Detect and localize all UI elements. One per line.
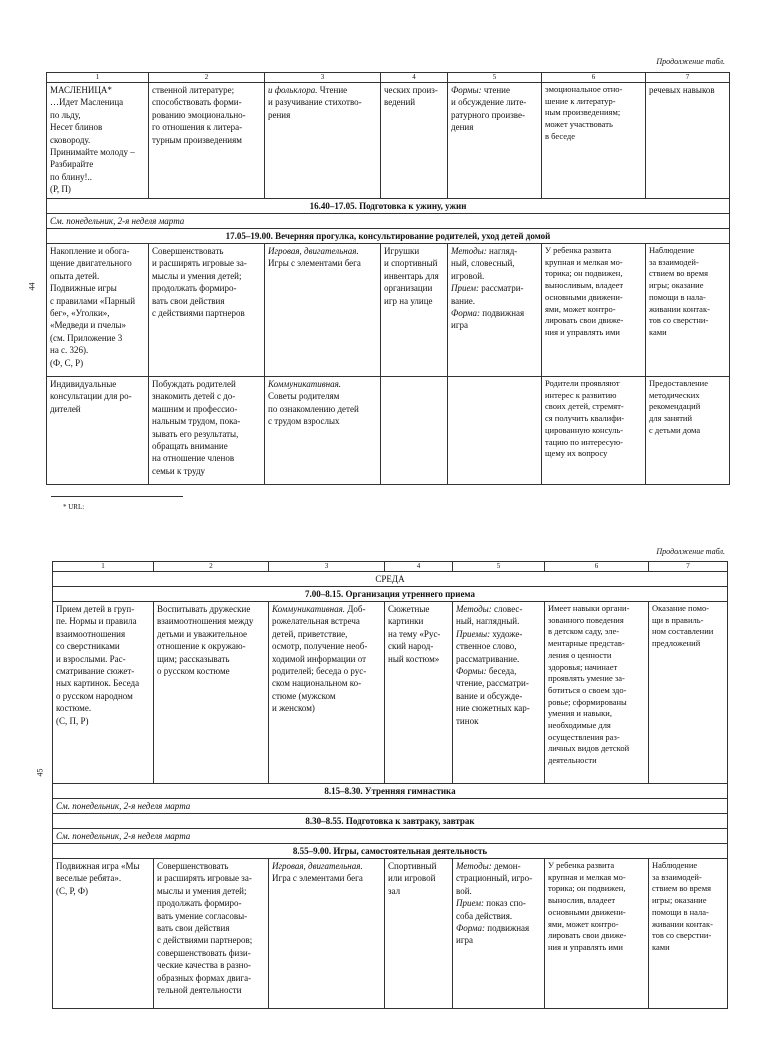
see-note: См. понедельник, 2-я неделя марта <box>47 214 730 229</box>
cell-support: Наблюдение за взаимодей- ствием во время игры; оказание помощи в нала- живании контак- тов со сверстни- ками <box>646 244 730 377</box>
cell-activity <box>47 83 149 199</box>
cell-activity: Подвижная игра «Мы веселые ребята». (С, Р, Ф) <box>53 859 154 1009</box>
footnote-rule <box>51 496 183 497</box>
cell-materials <box>381 377 448 485</box>
methods-text: словес- ный, наглядный. <box>456 604 523 627</box>
col-number: 7 <box>646 73 730 83</box>
cell-form <box>269 859 385 1009</box>
see-note: См. понедельник, 2-я неделя марта <box>53 829 728 844</box>
col-number: 5 <box>448 73 542 83</box>
cell-support: Наблюдение за взаимодей- ствием во время игры; оказание помощи в нала- живании контак- тов со сверстни- ками <box>649 859 728 1009</box>
cell-activity: Накопление и обога- щение двигательного опыта детей. Подвижные игры с правилами «Парный бег», «Уголки», «Медведи и пчелы» (см. Приложение 3 на с. 326). (Ф, С, Р) <box>47 244 149 377</box>
table-row <box>47 83 730 199</box>
cell-materials: Игрушки и спортивный инвентарь для организации игр на улице <box>381 244 448 377</box>
column-number-row <box>47 73 730 83</box>
technique-label: Прием: <box>456 898 485 909</box>
cell-goal: Побуждать родителей знакомить детей с до- машним и профессио- нальным трудом, пока- зывать его результаты, обращать внимание на отношение членов семьи к труду <box>149 377 265 485</box>
cell-outcome: У ребенка развита крупная и мелкая мо- торика; он подвижен, выносливым, владеет основными движени- ями, может контро- лировать свои движе- ния и управлять ими <box>542 244 646 377</box>
section-header: 8.15–8.30. Утренняя гимнастика <box>53 784 728 799</box>
cell-form <box>265 377 381 485</box>
cell-methods <box>453 859 545 1009</box>
plan-table-top <box>46 72 730 485</box>
cell-goal: Совершенствовать и расширять игровые за- мыслы и умения детей; продолжать формиро- вать умение согласовы- вать свои действия с действиями партнеров; совершенствовать физи- ческие качества в разно- образных формах двига- тельной деятельности <box>154 859 269 1009</box>
cell-outcome: Родители проявляют интерес к развитию своих детей, стремят- ся получить квалифи- цированную консуль- тацию по интересую- щему их вопросу <box>542 377 646 485</box>
col-number: 4 <box>381 73 448 83</box>
table-row <box>47 244 730 377</box>
cell-methods <box>453 602 545 784</box>
continuation-label: Продолжение табл. <box>656 57 725 66</box>
table-row <box>53 859 728 1009</box>
column-number-row <box>53 562 728 572</box>
see-note: См. понедельник, 2-я неделя марта <box>53 799 728 814</box>
format-text: беседа, чтение, рассматри- вание и обсужде- ние сюжетных кар- тинок <box>456 666 530 726</box>
cell-methods <box>448 244 542 377</box>
col-number: 2 <box>154 562 269 572</box>
technique-text: рассматри- вание. <box>451 283 524 306</box>
technique-text: художе- ственное слово, рассматривание. <box>456 628 523 664</box>
cell-outcome: Имеет навыки органи- зованного поведения в детском саду, эле- ментарные представ- ления о ценности здоровья; начинает проявлять умение за- ботиться о своем здо- ровье; сформированы умения и навыки, необходимые для осуществления раз- личных видов детской деятельности <box>545 602 649 784</box>
format-text: подвижная игра <box>451 308 525 331</box>
section-header: 7.00–8.15. Организация утреннего приема <box>53 587 728 602</box>
cell-goal: ственной литературе; способствовать форми- рованию эмоционально- го отношения к литера- турным произведениям <box>149 83 265 199</box>
day-title: СРЕДА <box>53 572 728 587</box>
continuation-label: Продолжение табл. <box>656 547 725 556</box>
form-type: и фольклора. <box>268 85 318 95</box>
cell-materials: Сюжетные картинки на тему «Рус- ский народ- ный костюм» <box>385 602 453 784</box>
cell-form <box>265 244 381 377</box>
cell-materials: Спортивный или игровой зал <box>385 859 453 1009</box>
form-text: Советы родителям по ознакомлению детей с трудом взрослых <box>268 391 359 427</box>
col-number: 1 <box>47 73 149 83</box>
col-number: 1 <box>53 562 154 572</box>
format-label: Форма: <box>451 308 481 319</box>
methods-label: Методы: <box>456 861 492 871</box>
cell-outcome: У ребенка развита крупная и мелкая мо- торика; он подвижен, вынослив, владеет основными движени- ями, может контро- лировать свои движе- ния и управлять ими <box>545 859 649 1009</box>
methods-text: нагляд- ный, словесный, игровой. <box>451 246 518 281</box>
form-type: Игровая, двигательная. <box>272 861 363 871</box>
cell-support: Оказание помо- щи в правиль- ном составлении предложений <box>649 602 728 784</box>
cell-methods <box>448 83 542 199</box>
section-header: 16.40–17.05. Подготовка к ужину, ужин <box>47 199 730 214</box>
form-text: Доб- рожелательная встреча детей, приветствие, осмотр, получение необ- ходимой информации от родителей; беседа о рус- ском национальном ко- стюме (мужском и женском) <box>272 604 368 714</box>
col-number: 3 <box>269 562 385 572</box>
col-number: 5 <box>453 562 545 572</box>
technique-label: Приемы: <box>456 628 491 639</box>
activity-text: МАСЛЕНИЦА* …Идет Масленица по льду, Несет блинов сковороду. Принимайте молоду – Разбирайте по блину!.. (Р, П) <box>50 85 135 195</box>
table-row <box>53 602 728 784</box>
footnote: * URL: <box>63 503 85 511</box>
table-row <box>47 377 730 485</box>
form-type: Игровая, двигательная. <box>268 246 359 256</box>
methods-text: демон- страционный, игро- вой. <box>456 861 533 896</box>
page-number: 44 <box>27 282 37 291</box>
methods-text: чтение и обсуждение лите- ратурного произве- дения <box>451 85 527 133</box>
cell-outcome: эмоциональное отно- шение к литератур- ным произведениям; может участвовать в беседе <box>542 83 646 199</box>
col-number: 7 <box>649 562 728 572</box>
col-number: 2 <box>149 73 265 83</box>
cell-support: Предоставление методических рекомендаций для занятий с детьми дома <box>646 377 730 485</box>
technique-label: Прием: <box>451 283 480 294</box>
format-text: подвижная игра <box>456 923 530 946</box>
methods-label: Методы: <box>451 246 487 256</box>
cell-support: речевых навыков <box>646 83 730 199</box>
cell-materials: ческих произ- ведений <box>381 83 448 199</box>
form-text: Чтение и разучивание стихотво- рения <box>268 85 362 120</box>
cell-goal: Совершенствовать и расширять игровые за- мыслы и умения детей; продолжать формиро- вать свои действия с действиями партнеров <box>149 244 265 377</box>
page-number: 45 <box>35 768 45 777</box>
cell-activity: Индивидуальные консультации для ро- дителей <box>47 377 149 485</box>
col-number: 3 <box>265 73 381 83</box>
section-header: 17.05–19.00. Вечерняя прогулка, консультирование родителей, уход детей домой <box>47 229 730 244</box>
cell-activity: Прием детей в груп- пе. Нормы и правила взаимоотношения со сверстниками и взрослыми. Рас- сматривание сюжет- ных картинок. Беседа о русском народном костюме. (С, П, Р) <box>53 602 154 784</box>
form-type: Коммуникативная. <box>268 379 342 389</box>
section-header: 8.55–9.00. Игры, самостоятельная деятельность <box>53 844 728 859</box>
form-type: Коммуникативная. <box>272 604 346 614</box>
col-number: 6 <box>545 562 649 572</box>
methods-label: Формы: <box>451 85 482 95</box>
plan-table-bottom <box>52 561 728 1009</box>
cell-form <box>269 602 385 784</box>
technique-text: показ спо- соба действия. <box>456 898 526 921</box>
format-label: Форма: <box>456 923 486 934</box>
cell-goal: Воспитывать дружеские взаимоотношения между детьми и уважительное отношение к окружаю- щим; рассказывать о русском костюме <box>154 602 269 784</box>
form-text: Игра с элементами бега <box>272 873 363 884</box>
format-label: Формы: <box>456 666 487 677</box>
cell-form <box>265 83 381 199</box>
section-header: 8.30–8.55. Подготовка к завтраку, завтрак <box>53 814 728 829</box>
form-text: Игры с элементами бега <box>268 258 361 269</box>
col-number: 4 <box>385 562 453 572</box>
cell-methods <box>448 377 542 485</box>
col-number: 6 <box>542 73 646 83</box>
methods-label: Методы: <box>456 604 492 614</box>
